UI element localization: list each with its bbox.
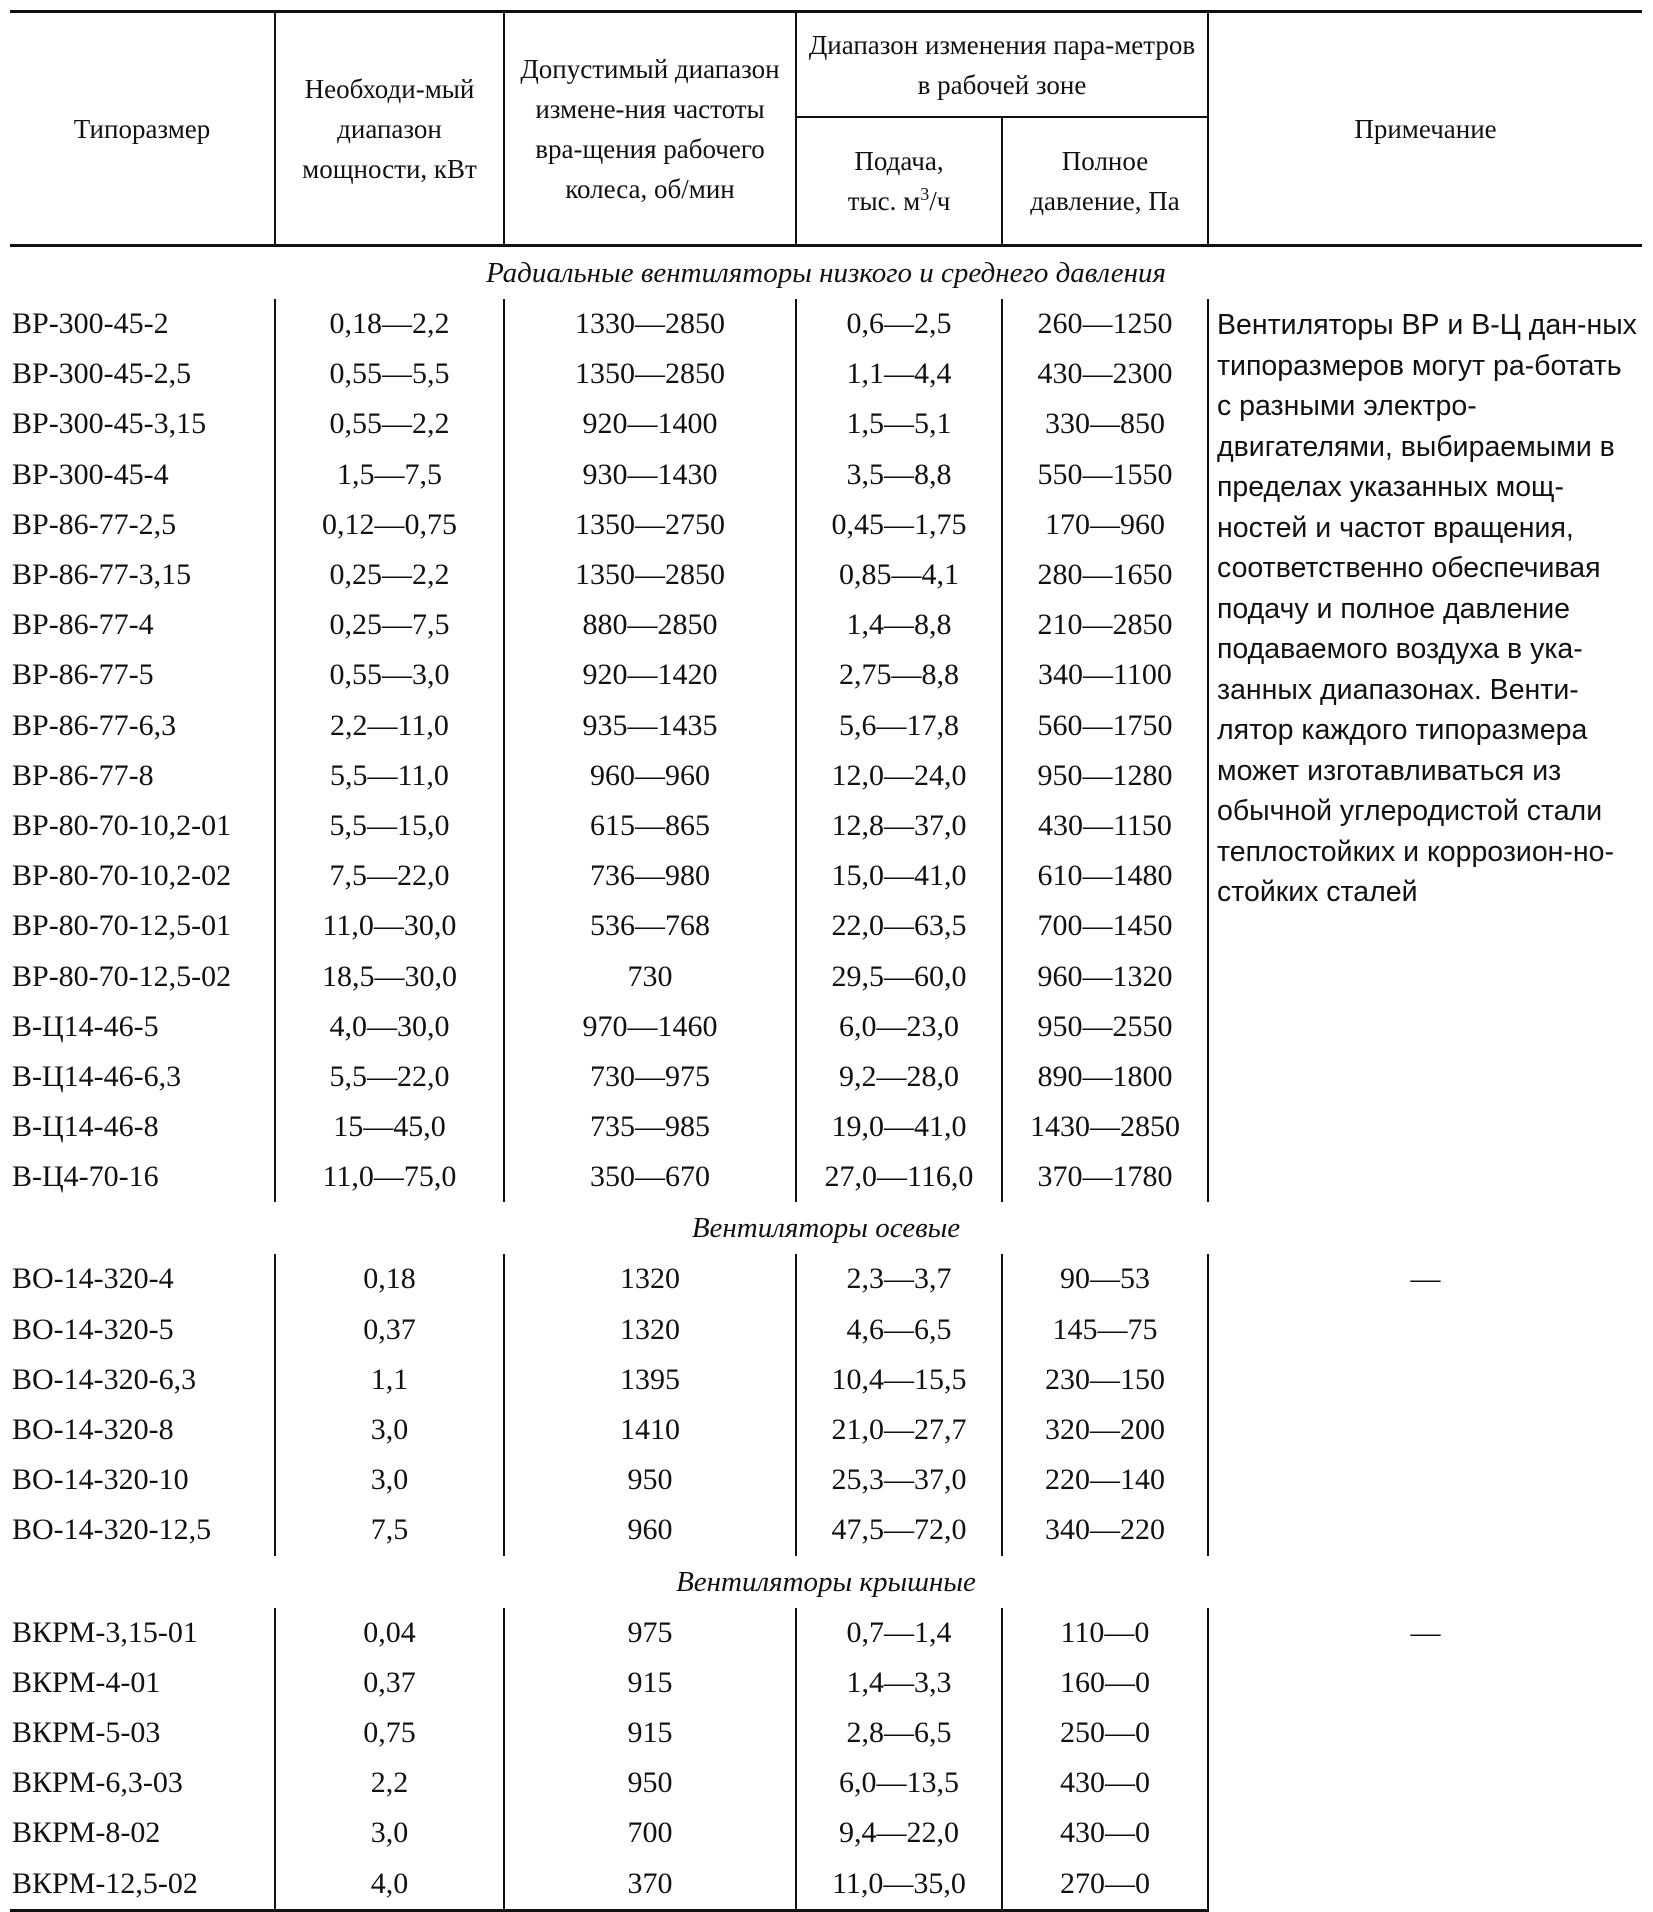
cell-power-range: 4,0—30,0 [275, 1002, 504, 1052]
cell-power-range: 0,18—2,2 [275, 299, 504, 349]
cell-airflow: 5,6—17,8 [796, 701, 1002, 751]
cell-power-range: 5,5—22,0 [275, 1052, 504, 1102]
cell-rotation-speed: 736—980 [504, 851, 796, 901]
cell-total-pressure: 270—0 [1002, 1858, 1208, 1910]
cell-model: ВР-300-45-4 [10, 450, 275, 500]
cell-airflow: 1,4—8,8 [796, 600, 1002, 650]
cell-airflow: 47,5—72,0 [796, 1505, 1002, 1555]
cell-rotation-speed: 915 [504, 1658, 796, 1708]
cell-power-range: 3,0 [275, 1405, 504, 1455]
cell-airflow: 0,6—2,5 [796, 299, 1002, 349]
cell-airflow: 27,0—116,0 [796, 1152, 1002, 1202]
table-row [10, 1608, 1642, 1658]
header-airflow-unit-suffix: /ч [929, 186, 951, 216]
cell-model: ВКРМ-4-01 [10, 1658, 275, 1708]
cell-airflow: 3,5—8,8 [796, 450, 1002, 500]
cell-model: ВКРМ-8-02 [10, 1808, 275, 1858]
cell-airflow: 2,3—3,7 [796, 1254, 1002, 1304]
cell-rotation-speed: 536—768 [504, 901, 796, 951]
cell-model: В-Ц14-46-6,3 [10, 1052, 275, 1102]
cell-total-pressure: 220—140 [1002, 1455, 1208, 1505]
cell-power-range: 2,2—11,0 [275, 701, 504, 751]
cell-total-pressure: 370—1780 [1002, 1152, 1208, 1202]
cell-total-pressure: 250—0 [1002, 1708, 1208, 1758]
cell-rotation-speed: 615—865 [504, 801, 796, 851]
section-title-row [10, 1202, 1642, 1254]
cell-rotation-speed: 735—985 [504, 1102, 796, 1152]
cell-model: ВО-14-320-4 [10, 1254, 275, 1304]
cell-model: ВР-86-77-5 [10, 650, 275, 700]
cell-model: ВР-86-77-8 [10, 751, 275, 801]
section-title-row [10, 1556, 1642, 1608]
cell-airflow: 6,0—13,5 [796, 1758, 1002, 1808]
note-cell: Вентиляторы ВР и В-Ц дан-ных типоразмеров могут ра-ботать с разными электро-двигателями, выбираемыми в пределах указанных мощ-ностей и частот вращения, соответственно обеспечивая подачу и полное давление подаваемого воздуха в ука-занных диапазонах. Венти-лятор каждого типоразмера может изготавливаться из обычной углеродистой стали теплостойких и коррозион-но-стойких сталей [1208, 299, 1642, 1202]
cell-total-pressure: 950—2550 [1002, 1002, 1208, 1052]
cell-model: ВР-80-70-10,2-01 [10, 801, 275, 851]
cell-model: ВР-80-70-12,5-01 [10, 901, 275, 951]
cell-model: ВКРМ-3,15-01 [10, 1608, 275, 1658]
cell-airflow: 10,4—15,5 [796, 1355, 1002, 1405]
cell-rotation-speed: 920—1400 [504, 399, 796, 449]
table-row [10, 1254, 1642, 1304]
cell-total-pressure: 700—1450 [1002, 901, 1208, 951]
cell-rotation-speed: 950 [504, 1455, 796, 1505]
header-working-zone-group: Диапазон изменения пара-метров в рабочей зоне [796, 12, 1208, 118]
cell-rotation-speed: 370 [504, 1858, 796, 1910]
section-title-row [10, 246, 1642, 300]
cell-airflow: 1,1—4,4 [796, 349, 1002, 399]
cell-model: ВР-86-77-3,15 [10, 550, 275, 600]
cell-model: ВО-14-320-10 [10, 1455, 275, 1505]
cell-model: ВО-14-320-12,5 [10, 1505, 275, 1555]
header-airflow-label: Подача, [854, 146, 944, 176]
cell-airflow: 22,0—63,5 [796, 901, 1002, 951]
cell-rotation-speed: 350—670 [504, 1152, 796, 1202]
cell-power-range: 4,0 [275, 1858, 504, 1910]
cell-rotation-speed: 730—975 [504, 1052, 796, 1102]
cell-model: ВР-86-77-4 [10, 600, 275, 650]
cell-total-pressure: 890—1800 [1002, 1052, 1208, 1102]
header-power-range: Необходи-мый диапазон мощности, кВт [275, 12, 504, 246]
cell-rotation-speed: 935—1435 [504, 701, 796, 751]
cell-model: В-Ц14-46-8 [10, 1102, 275, 1152]
cell-rotation-speed: 960—960 [504, 751, 796, 801]
cell-rotation-speed: 1410 [504, 1405, 796, 1455]
cell-model: ВР-80-70-10,2-02 [10, 851, 275, 901]
header-airflow-unit-sup: 3 [920, 184, 930, 204]
cell-total-pressure: 430—0 [1002, 1808, 1208, 1858]
cell-total-pressure: 280—1650 [1002, 550, 1208, 600]
cell-rotation-speed: 1320 [504, 1254, 796, 1304]
section-title: Радиальные вентиляторы низкого и среднего давления [486, 257, 1166, 289]
cell-total-pressure: 330—850 [1002, 399, 1208, 449]
cell-power-range: 3,0 [275, 1808, 504, 1858]
cell-airflow: 11,0—35,0 [796, 1858, 1002, 1910]
cell-total-pressure: 340—220 [1002, 1505, 1208, 1555]
cell-power-range: 0,55—5,5 [275, 349, 504, 399]
cell-power-range: 0,37 [275, 1658, 504, 1708]
cell-power-range: 0,55—3,0 [275, 650, 504, 700]
cell-airflow: 12,8—37,0 [796, 801, 1002, 851]
fan-specification-table-page [10, 10, 1642, 1902]
cell-airflow: 25,3—37,0 [796, 1455, 1002, 1505]
cell-model: ВР-300-45-3,15 [10, 399, 275, 449]
cell-airflow: 19,0—41,0 [796, 1102, 1002, 1152]
cell-airflow: 15,0—41,0 [796, 851, 1002, 901]
cell-model: ВКРМ-12,5-02 [10, 1858, 275, 1910]
cell-model: ВО-14-320-6,3 [10, 1355, 275, 1405]
cell-model: ВКРМ-5-03 [10, 1708, 275, 1758]
header-model: Типоразмер [10, 12, 275, 246]
cell-power-range: 1,5—7,5 [275, 450, 504, 500]
table-row [10, 299, 1642, 349]
cell-power-range: 5,5—15,0 [275, 801, 504, 851]
cell-rotation-speed: 880—2850 [504, 600, 796, 650]
cell-model: ВР-300-45-2 [10, 299, 275, 349]
cell-airflow: 1,4—3,3 [796, 1658, 1002, 1708]
header-rotation-speed: Допустимый диапазон измене-ния частоты вра-щения рабочего колеса, об/мин [504, 12, 796, 246]
cell-airflow: 9,4—22,0 [796, 1808, 1002, 1858]
cell-airflow: 9,2—28,0 [796, 1052, 1002, 1102]
cell-total-pressure: 950—1280 [1002, 751, 1208, 801]
cell-model: ВКРМ-6,3-03 [10, 1758, 275, 1808]
cell-airflow: 2,75—8,8 [796, 650, 1002, 700]
cell-power-range: 18,5—30,0 [275, 951, 504, 1001]
cell-total-pressure: 230—150 [1002, 1355, 1208, 1405]
cell-power-range: 0,25—7,5 [275, 600, 504, 650]
cell-rotation-speed: 700 [504, 1808, 796, 1858]
cell-total-pressure: 1430—2850 [1002, 1102, 1208, 1152]
cell-total-pressure: 560—1750 [1002, 701, 1208, 751]
cell-rotation-speed: 920—1420 [504, 650, 796, 700]
cell-power-range: 7,5 [275, 1505, 504, 1555]
cell-model: ВР-86-77-2,5 [10, 500, 275, 550]
header-airflow-unit-prefix: тыс. м [847, 186, 921, 216]
cell-airflow: 29,5—60,0 [796, 951, 1002, 1001]
cell-model: ВО-14-320-8 [10, 1405, 275, 1455]
cell-power-range: 15—45,0 [275, 1102, 504, 1152]
cell-power-range: 3,0 [275, 1455, 504, 1505]
cell-power-range: 0,37 [275, 1305, 504, 1355]
cell-total-pressure: 145—75 [1002, 1305, 1208, 1355]
cell-model: ВР-80-70-12,5-02 [10, 951, 275, 1001]
cell-power-range: 2,2 [275, 1758, 504, 1808]
table-body [10, 246, 1642, 1911]
cell-airflow: 0,45—1,75 [796, 500, 1002, 550]
cell-airflow: 0,85—4,1 [796, 550, 1002, 600]
cell-rotation-speed: 975 [504, 1608, 796, 1658]
header-airflow [796, 117, 1002, 246]
header-note: Примечание [1208, 12, 1642, 246]
cell-power-range: 11,0—30,0 [275, 901, 504, 951]
cell-model: В-Ц14-46-5 [10, 1002, 275, 1052]
note-cell: — [1208, 1254, 1642, 1555]
cell-rotation-speed: 1350—2850 [504, 349, 796, 399]
cell-model: В-Ц4-70-16 [10, 1152, 275, 1202]
note-cell: — [1208, 1608, 1642, 1911]
cell-total-pressure: 110—0 [1002, 1608, 1208, 1658]
cell-rotation-speed: 970—1460 [504, 1002, 796, 1052]
cell-power-range: 7,5—22,0 [275, 851, 504, 901]
cell-rotation-speed: 950 [504, 1758, 796, 1808]
cell-airflow: 1,5—5,1 [796, 399, 1002, 449]
cell-airflow: 4,6—6,5 [796, 1305, 1002, 1355]
cell-airflow: 21,0—27,7 [796, 1405, 1002, 1455]
cell-rotation-speed: 730 [504, 951, 796, 1001]
cell-power-range: 0,18 [275, 1254, 504, 1304]
cell-rotation-speed: 1320 [504, 1305, 796, 1355]
cell-power-range: 1,1 [275, 1355, 504, 1405]
cell-total-pressure: 90—53 [1002, 1254, 1208, 1304]
cell-airflow: 0,7—1,4 [796, 1608, 1002, 1658]
cell-total-pressure: 160—0 [1002, 1658, 1208, 1708]
cell-airflow: 12,0—24,0 [796, 751, 1002, 801]
cell-rotation-speed: 1350—2850 [504, 550, 796, 600]
cell-rotation-speed: 915 [504, 1708, 796, 1758]
cell-total-pressure: 170—960 [1002, 500, 1208, 550]
cell-rotation-speed: 1350—2750 [504, 500, 796, 550]
cell-total-pressure: 430—1150 [1002, 801, 1208, 851]
header-total-pressure: Полное давление, Па [1002, 117, 1208, 246]
cell-rotation-speed: 930—1430 [504, 450, 796, 500]
cell-power-range: 0,25—2,2 [275, 550, 504, 600]
cell-power-range: 11,0—75,0 [275, 1152, 504, 1202]
cell-total-pressure: 430—2300 [1002, 349, 1208, 399]
cell-total-pressure: 610—1480 [1002, 851, 1208, 901]
cell-airflow: 6,0—23,0 [796, 1002, 1002, 1052]
cell-total-pressure: 960—1320 [1002, 951, 1208, 1001]
section-title: Вентиляторы осевые [691, 1212, 961, 1245]
cell-model: ВР-300-45-2,5 [10, 349, 275, 399]
cell-power-range: 0,04 [275, 1608, 504, 1658]
fan-specification-table [10, 10, 1642, 1912]
cell-total-pressure: 320—200 [1002, 1405, 1208, 1455]
cell-total-pressure: 430—0 [1002, 1758, 1208, 1808]
cell-total-pressure: 260—1250 [1002, 299, 1208, 349]
cell-total-pressure: 340—1100 [1002, 650, 1208, 700]
cell-rotation-speed: 960 [504, 1505, 796, 1555]
cell-model: ВР-86-77-6,3 [10, 701, 275, 751]
cell-power-range: 0,55—2,2 [275, 399, 504, 449]
cell-airflow: 2,8—6,5 [796, 1708, 1002, 1758]
section-title: Вентиляторы крышные [676, 1565, 976, 1598]
cell-total-pressure: 550—1550 [1002, 450, 1208, 500]
cell-power-range: 0,75 [275, 1708, 504, 1758]
cell-rotation-speed: 1330—2850 [504, 299, 796, 349]
cell-total-pressure: 210—2850 [1002, 600, 1208, 650]
cell-power-range: 0,12—0,75 [275, 500, 504, 550]
cell-model: ВО-14-320-5 [10, 1305, 275, 1355]
cell-rotation-speed: 1395 [504, 1355, 796, 1405]
cell-power-range: 5,5—11,0 [275, 751, 504, 801]
table-header [10, 12, 1642, 246]
